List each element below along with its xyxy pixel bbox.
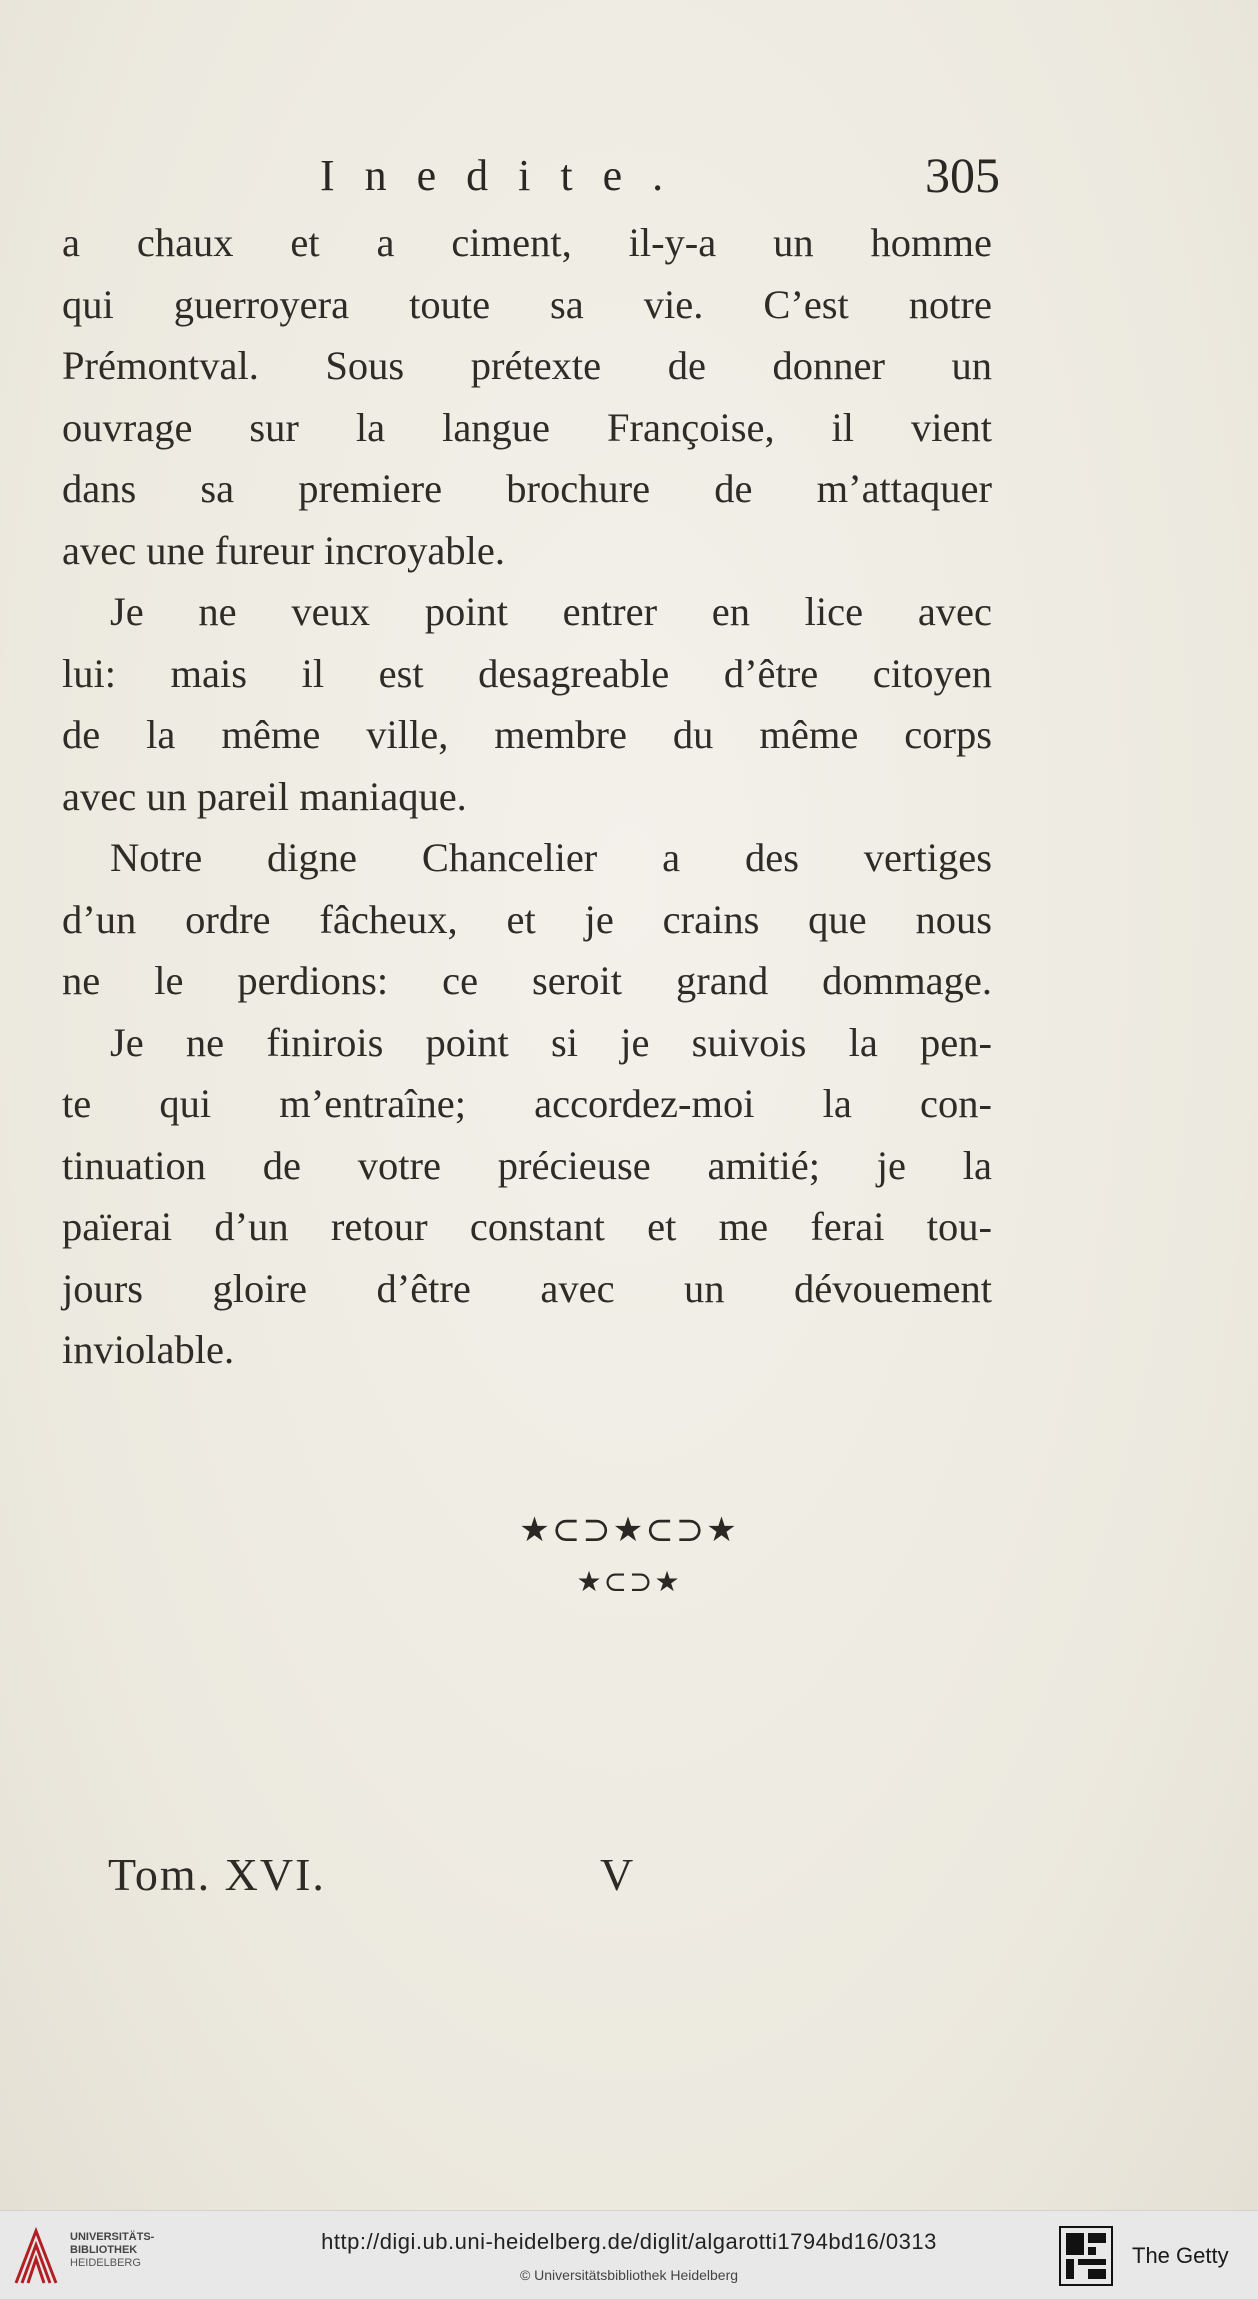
text-line: dans sa premiere brochure de m’attaquer: [62, 466, 992, 511]
text-line: avec une fureur incroyable.: [62, 527, 506, 573]
ornament-row: ★⊂⊃★⊂⊃★: [519, 1510, 739, 1550]
text-line: tinuation de votre précieuse amitié; je la: [62, 1142, 992, 1188]
partner-name: The Getty: [1132, 2243, 1229, 2268]
running-head: [60, 147, 1000, 220]
running-title: Inedite.: [320, 151, 694, 200]
text-line: païerai d’un retour constant et me ferai tou-: [62, 1204, 992, 1249]
text-line: d’un ordre fâcheux, et je crains que nous: [62, 896, 992, 942]
page-number: 305: [925, 147, 1000, 203]
text-line: Notre digne Chancelier a des vertiges: [110, 835, 992, 880]
text-line: qui guerroyera toute sa vie. C’est notre: [62, 281, 992, 327]
text-line: Prémontval. Sous prétexte de donner un: [62, 343, 992, 388]
text-line: Je ne finirois point si je suivois la pen-: [110, 1019, 992, 1065]
text-line: a chaux et a ciment, il-y-a un homme: [62, 220, 992, 265]
gathering-letter: V: [600, 1849, 634, 1900]
text-line: avec un pareil maniaque.: [62, 773, 467, 819]
institution-name-line: HEIDELBERG: [70, 2257, 141, 2269]
text-line: inviolable.: [62, 1327, 235, 1372]
text-line: jours gloire d’être avec un dévouement: [62, 1265, 992, 1311]
ornament-row: ★⊂⊃★: [576, 1565, 682, 1598]
getty-logo-icon: [1058, 2225, 1114, 2287]
text-line: ouvrage sur la langue Françoise, il vient: [62, 404, 992, 450]
institution-name-line: BIBLIOTHEK: [70, 2244, 138, 2256]
text-line: te qui m’entraîne; accordez-moi la con-: [62, 1081, 992, 1126]
text-line: ne le perdions: ce seroit grand dommage.: [62, 958, 992, 1003]
text-line: lui: mais il est desagreable d’être citoyen: [62, 650, 992, 696]
institution-name-line: UNIVERSITÄTS-: [70, 2231, 155, 2243]
text-line: de la même ville, membre du même corps: [62, 712, 992, 757]
text-line: Je ne veux point entrer en lice avec: [110, 589, 992, 634]
volume-signature: Tom. XVI.: [108, 1849, 326, 1900]
copyright-notice: © Universitätsbibliothek Heidelberg: [519, 2267, 739, 2283]
letter-body: [62, 212, 992, 1381]
permalink-url[interactable]: http://digi.ub.uni-heidelberg.de/diglit/algarotti1794bd16/0313: [321, 2229, 937, 2254]
viewer-footer: [0, 2210, 1258, 2299]
